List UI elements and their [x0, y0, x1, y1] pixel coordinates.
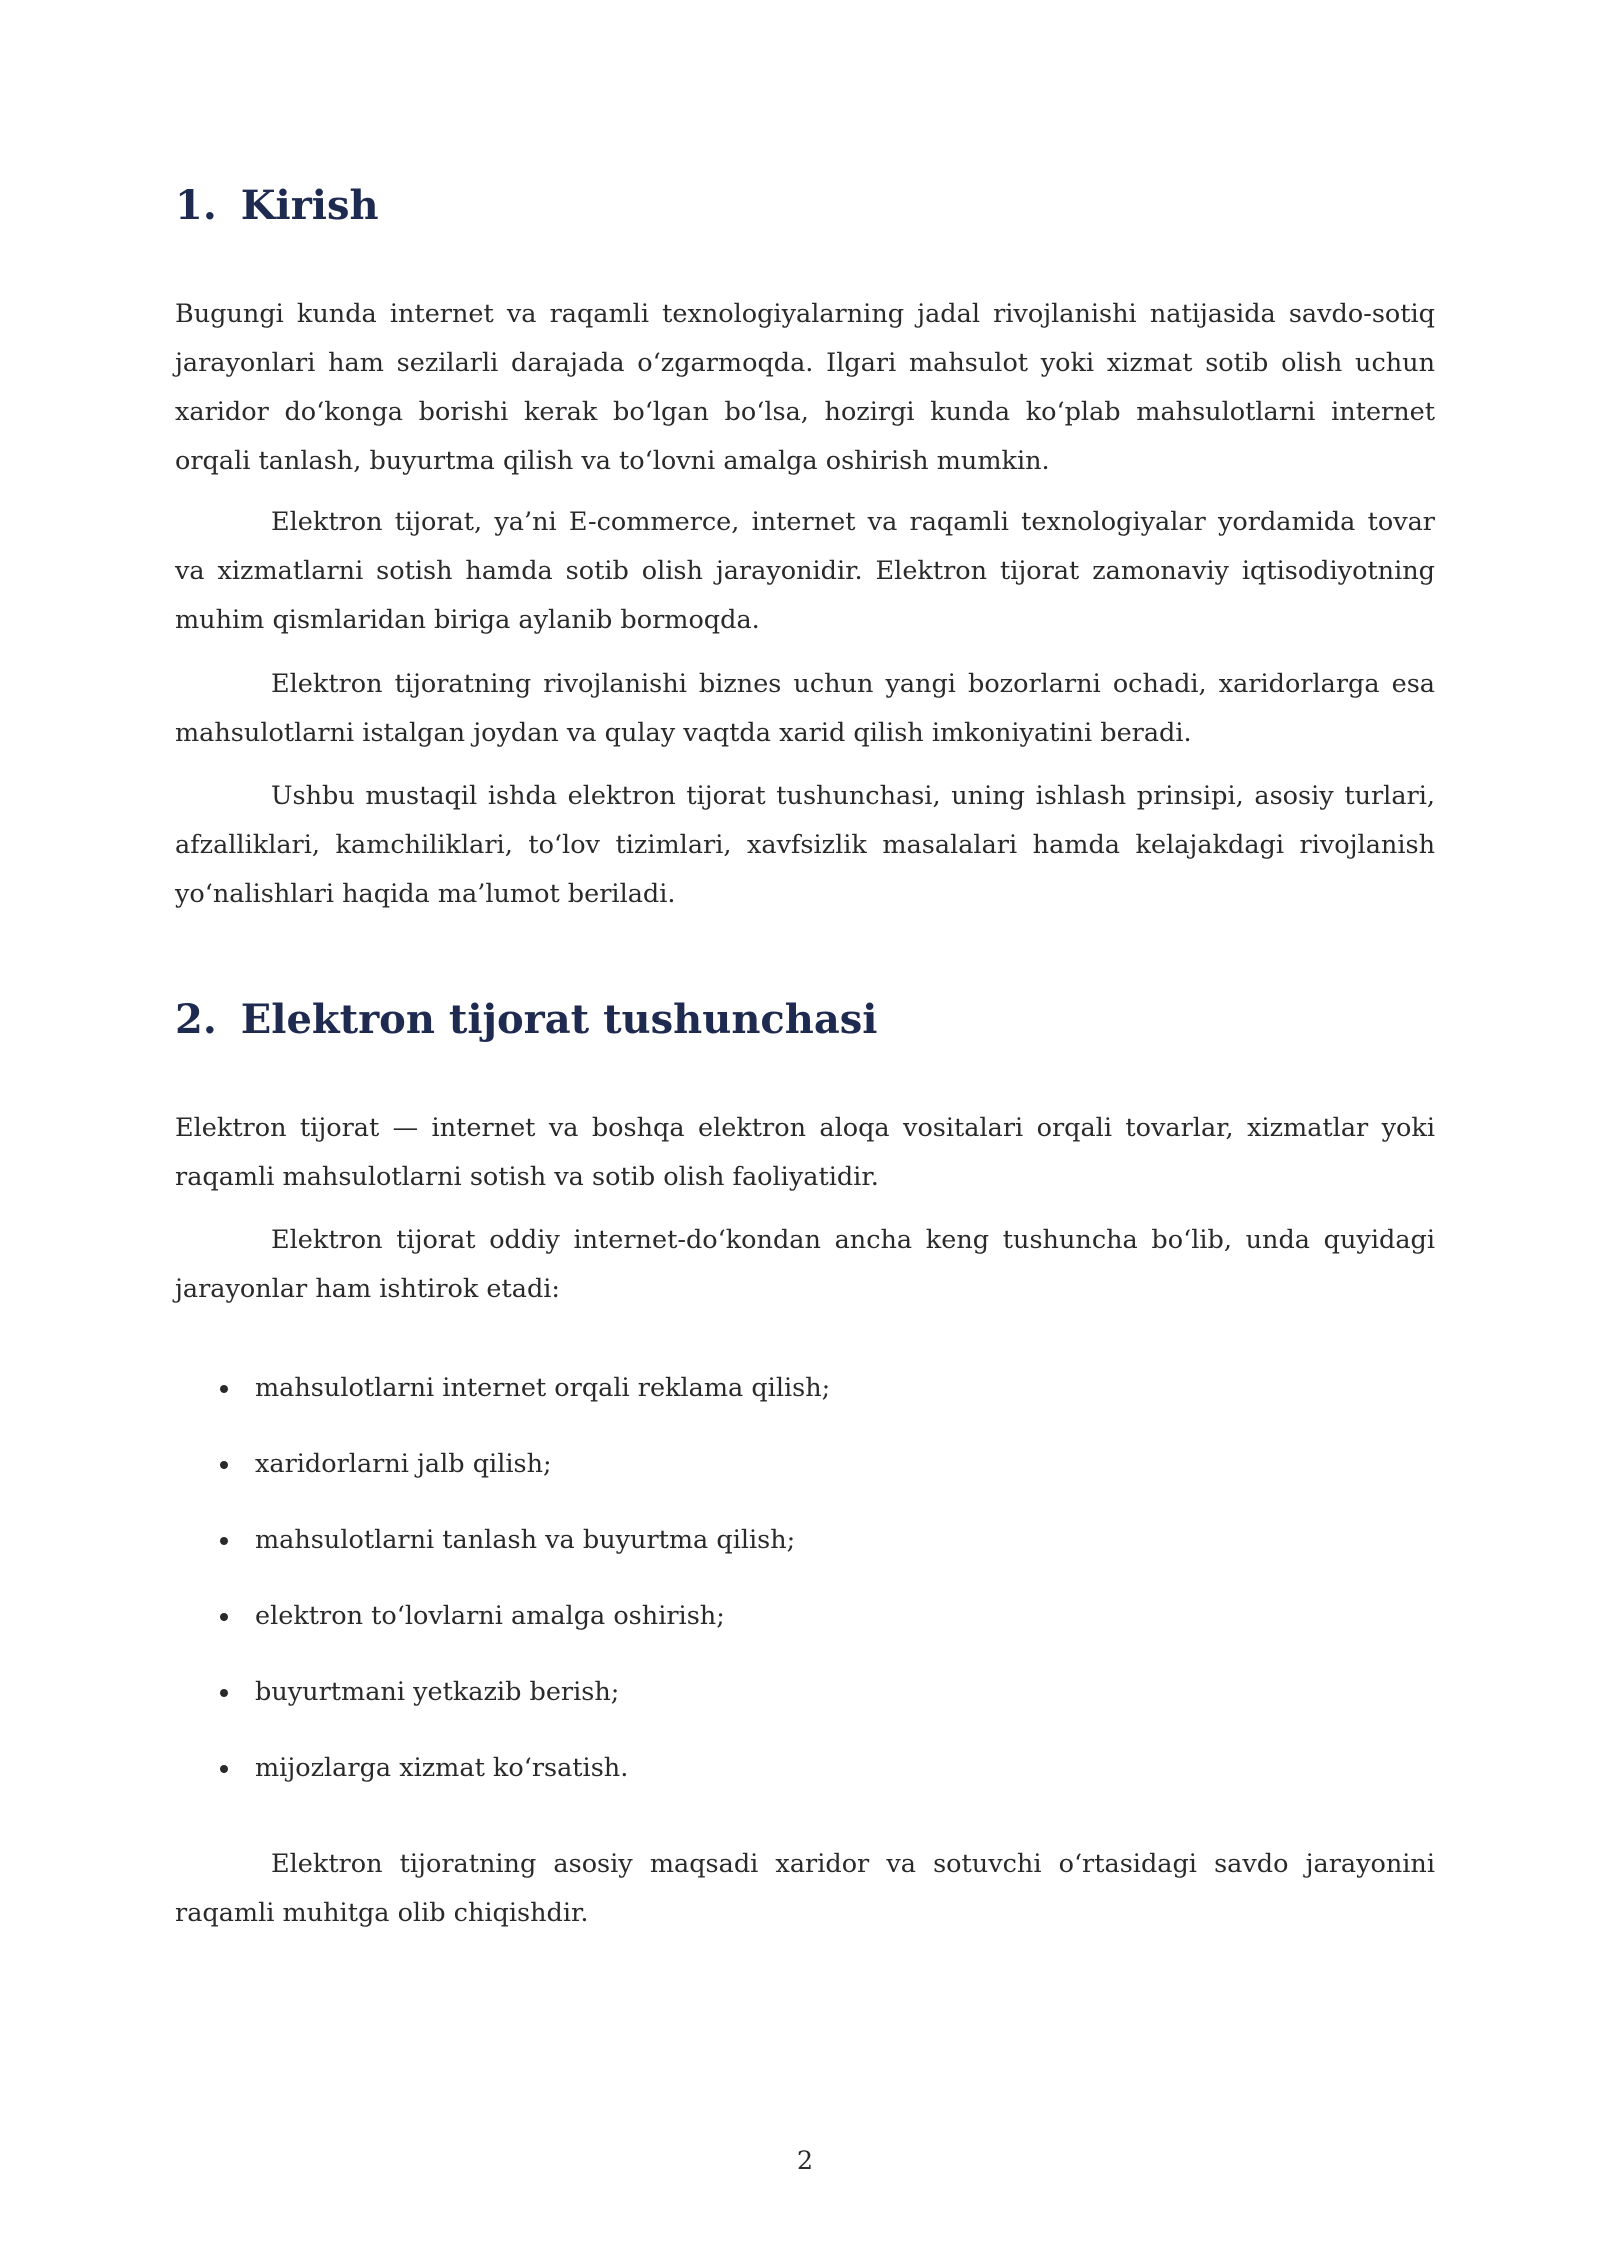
- bullet-icon: [220, 1613, 228, 1621]
- list-item: [175, 1596, 1435, 1672]
- list-item-text: mahsulotlarni tanlash va buyurtma qilish;: [255, 1525, 796, 1555]
- list-item: [175, 1368, 1435, 1444]
- list-item-text: buyurtmani yetkazib berish;: [255, 1677, 620, 1707]
- list-item: [175, 1672, 1435, 1748]
- bullet-icon: [220, 1765, 228, 1773]
- section-1-paragraph-3: Elektron tijoratning rivojlanishi biznes uchun yangi bozorlarni ochadi, xaridorlarga esa mahsulotlarni istalgan joydan va qulay vaqtda xarid qilish imkoniyatini beradi.: [175, 669, 1435, 748]
- process-list: [175, 1368, 1435, 1824]
- section-2-paragraph-1: Elektron tijorat — internet va boshqa elektron aloqa vositalari orqali tovarlar, xizmatlar yoki raqamli mahsulotlarni sotish va sotib olish faoliyatidir.: [175, 1113, 1435, 1192]
- section-1-number: 1.: [175, 182, 217, 229]
- section-2-heading: [175, 996, 877, 1043]
- list-item-text: elektron to‘lovlarni amalga oshirish;: [255, 1601, 725, 1631]
- section-1-heading: [175, 182, 379, 229]
- list-item: [175, 1520, 1435, 1596]
- bullet-icon: [220, 1385, 228, 1393]
- list-item: [175, 1444, 1435, 1520]
- section-2-number: 2.: [175, 996, 217, 1043]
- bullet-icon: [220, 1537, 228, 1545]
- bullet-icon: [220, 1461, 228, 1469]
- section-1-paragraph-4: Ushbu mustaqil ishda elektron tijorat tushunchasi, uning ishlash prinsipi, asosiy turlari, afzalliklari, kamchiliklari, to‘lov tizimlari, xavfsizlik masalalari hamda kelajakdagi rivojlanish yo‘nalishlari haqida ma’lumot beriladi.: [175, 781, 1435, 909]
- list-item-text: xaridorlarni jalb qilish;: [255, 1449, 552, 1479]
- page-number: 2: [796, 2146, 814, 2176]
- section-1-paragraph-2: Elektron tijorat, ya’ni E-commerce, internet va raqamli texnologiyalar yordamida tovar va xizmatlarni sotish hamda sotib olish jarayonidir. Elektron tijorat zamonaviy iqtisodiyotning muhim qismlaridan biriga aylanib bormoqda.: [175, 507, 1435, 635]
- section-2-title: Elektron tijorat tushunchasi: [240, 996, 878, 1043]
- section-2-closing-paragraph: Elektron tijoratning asosiy maqsadi xaridor va sotuvchi o‘rtasidagi savdo jarayonini raqamli muhitga olib chiqishdir.: [175, 1849, 1435, 1928]
- bullet-icon: [220, 1689, 228, 1697]
- section-1-paragraph-1: Bugungi kunda internet va raqamli texnologiyalarning jadal rivojlanishi natijasida savdo-sotiq jarayonlari ham sezilarli darajada o‘zgarmoqda. Ilgari mahsulot yoki xizmat sotib olish uchun xaridor do‘konga borishi kerak bo‘lgan bo‘lsa, hozirgi kunda ko‘plab mahsulotlarni internet orqali tanlash, buyurtma qilish va to‘lovni amalga oshirish mumkin.: [175, 299, 1435, 476]
- section-2-paragraph-2: Elektron tijorat oddiy internet-do‘kondan ancha keng tushuncha bo‘lib, unda quyidagi jarayonlar ham ishtirok etadi:: [175, 1225, 1435, 1304]
- list-item-text: mahsulotlarni internet orqali reklama qilish;: [255, 1373, 831, 1403]
- list-item: [175, 1748, 1435, 1824]
- section-1-title: Kirish: [240, 182, 379, 229]
- list-item-text: mijozlarga xizmat ko‘rsatish.: [255, 1753, 629, 1783]
